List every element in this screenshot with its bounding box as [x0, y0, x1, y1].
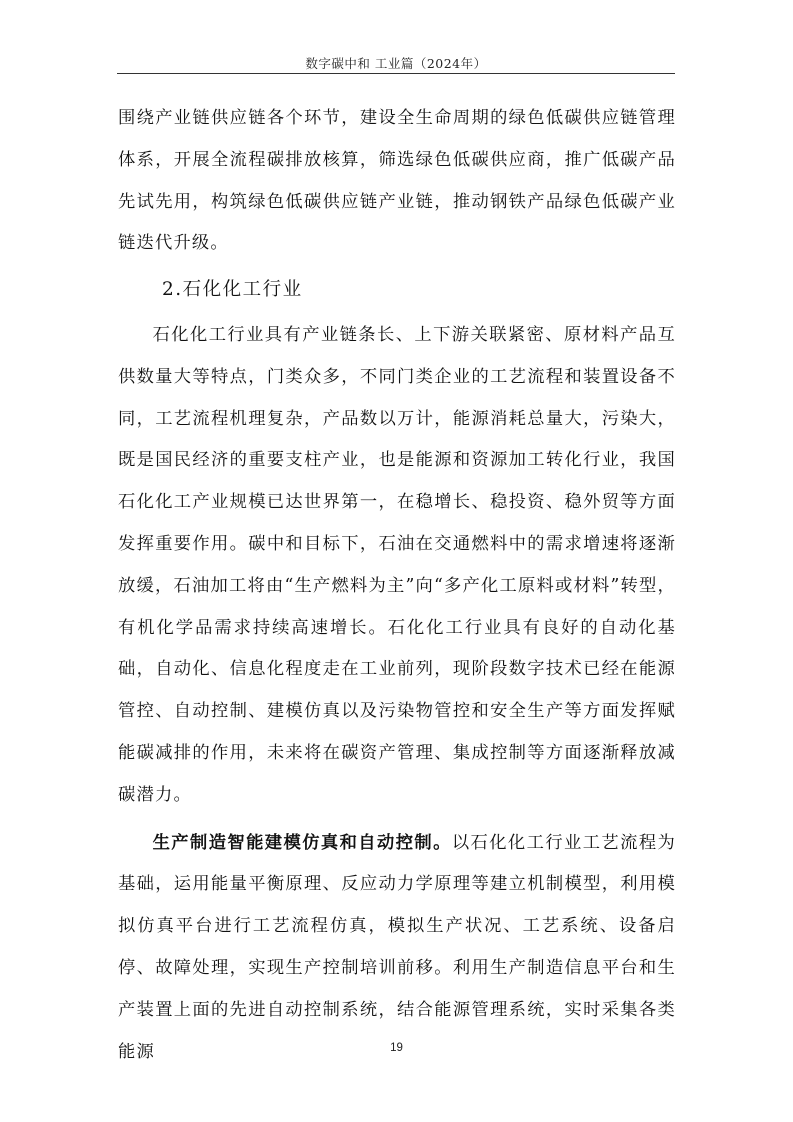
paragraph-lead-bold: 生产制造智能建模仿真和自动控制。: [152, 832, 452, 853]
paragraph-supply-chain: 围绕产业链供应链各个环节，建设全生命周期的绿色低碳供应链管理体系，开展全流程碳排放核算，筛选绿色低碳供应商，推广低碳产品先试先用，构筑绿色低碳供应链产业链，推动钢铁产品绿色低碳产业链迭代升级。: [118, 108, 676, 254]
running-header: 数字碳中和 工业篇（2024年）: [305, 56, 487, 71]
page-number: 19: [390, 1042, 403, 1054]
paragraph-lead-rest: 以石化化工行业工艺流程为基础，运用能量平衡原理、反应动力学原理等建立机制模型，利用模拟仿真平台进行工艺流程仿真，模拟生产状况、工艺系统、设备启停、故障处理，实现生产控制培训前移。利用生产制造信息平台和生产装置上面的先进自动控制系统，结合能源管理系统，实时采集各类能源: [118, 832, 677, 1062]
header-divider: [117, 73, 675, 74]
paragraph-petrochemical-overview: 石化化工行业具有产业链条长、上下游关联紧密、原材料产品互供数量大等特点，门类众多，不同门类企业的工艺流程和装置设备不同，工艺流程机理复杂，产品数以万计，能源消耗总量大，污染大，既是国民经济的重要支柱产业，也是能源和资源加工转化行业，我国石化化工产业规模已达世界第一，在稳增长、稳投资、稳外贸等方面发挥重要作用。碳中和目标下，石油在交通燃料中的需求增速将逐渐放缓，石油加工将由“生产燃料为主”向“多产化工原料或材料”转型，有机化学品需求持续高速增长。石化化工行业具有良好的自动化基础，自动化、信息化程度走在工业前列，现阶段数字技术已经在能源管控、自动控制、建模仿真以及污染物管控和安全生产等方面发挥赋能碳减排的作用，未来将在碳资产管理、集成控制等方面逐渐释放减碳潜力。: [118, 324, 676, 805]
section-heading-petrochemical: 2.石化化工行业: [162, 279, 303, 301]
page-body: [118, 98, 676, 1073]
paragraph-modeling-control: [118, 823, 676, 1074]
